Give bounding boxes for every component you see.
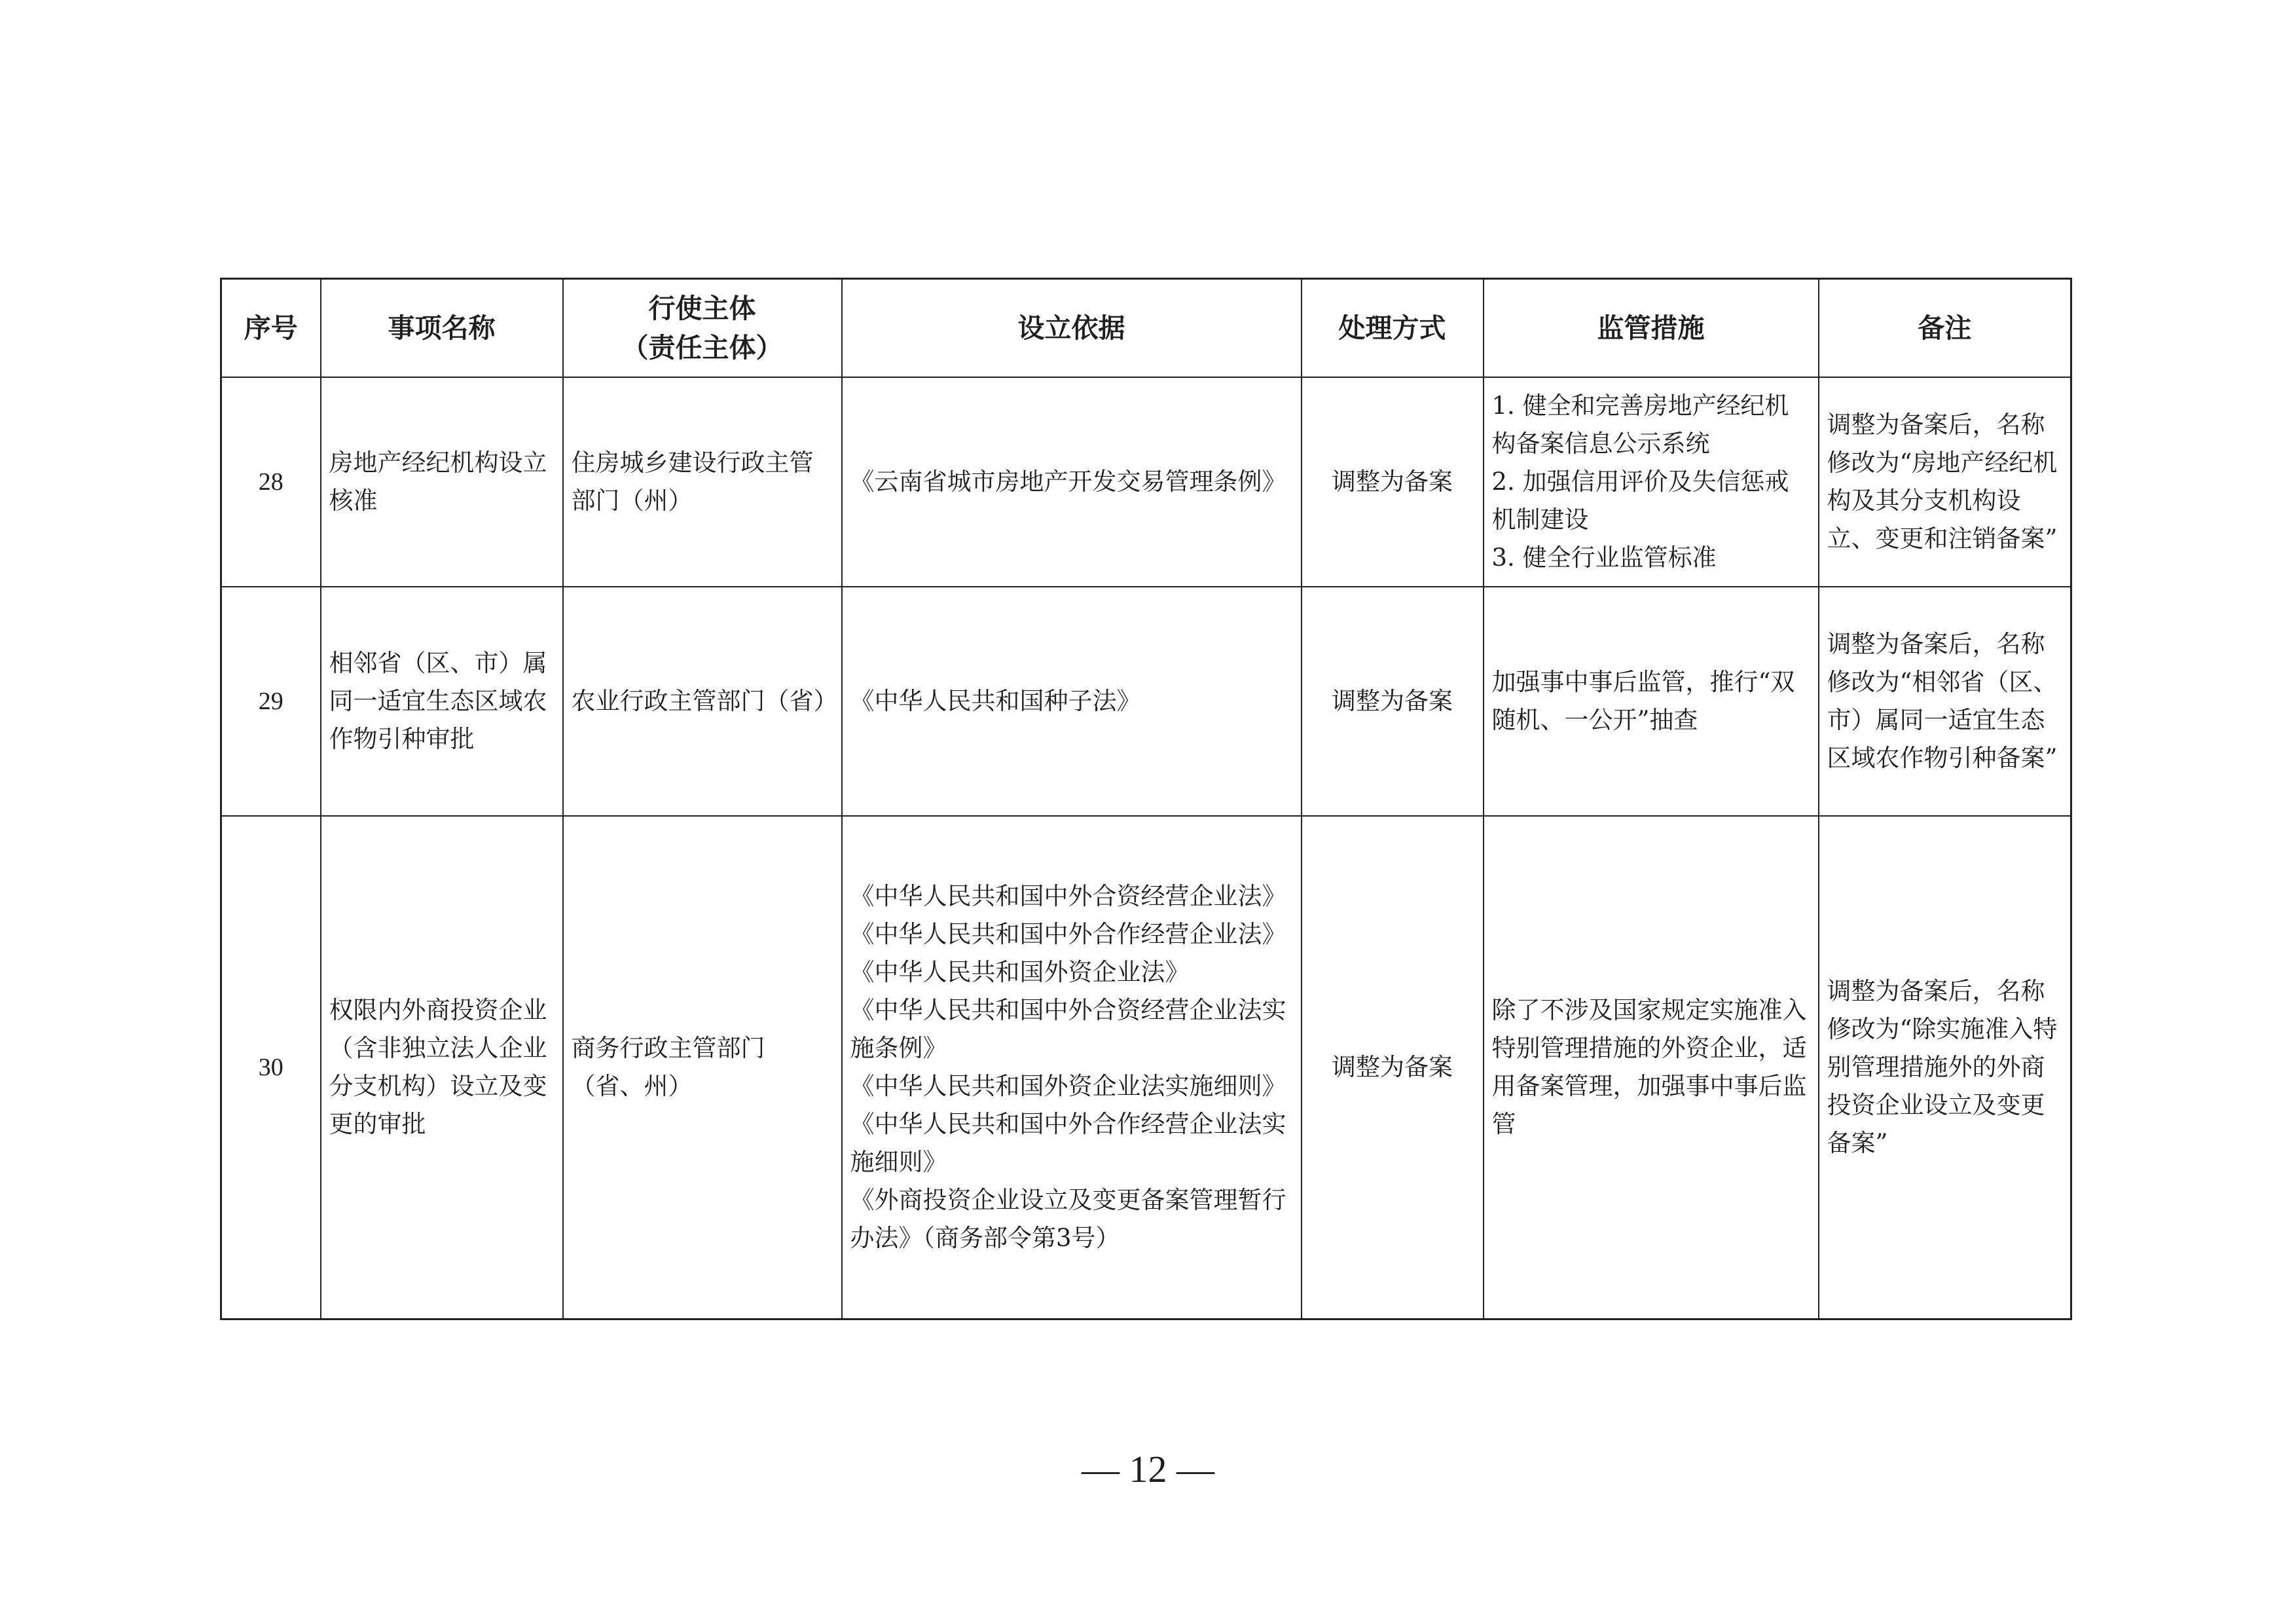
cell-measures (1484, 377, 1819, 587)
table-row (221, 816, 2071, 1320)
cell-basis (842, 816, 1302, 1320)
cell-actor: 住房城乡建设行政主管部门（州） (563, 377, 842, 587)
header-notes: 备注 (1819, 279, 2071, 378)
cell-basis (842, 377, 1302, 587)
cell-basis (842, 587, 1302, 816)
cell-actor: 农业行政主管部门（省） (563, 587, 842, 816)
cell-name: 权限内外商投资企业（含非独立法人企业分支机构）设立及变更的审批 (321, 816, 563, 1320)
cell-measures (1484, 587, 1819, 816)
table-row (221, 377, 2071, 587)
header-method: 处理方式 (1302, 279, 1484, 378)
header-name: 事项名称 (321, 279, 563, 378)
table-row (221, 587, 2071, 816)
cell-seq: 30 (221, 816, 321, 1320)
basis-line: 《云南省城市房地产开发交易管理条例》 (850, 468, 1286, 496)
header-actor-line2: （责任主体） (621, 332, 783, 363)
header-basis: 设立依据 (842, 279, 1302, 378)
policy-table (220, 278, 2072, 1320)
header-actor (563, 279, 842, 378)
cell-method: 调整为备案 (1302, 816, 1484, 1320)
cell-name: 房地产经纪机构设立核准 (321, 377, 563, 587)
cell-seq: 28 (221, 377, 321, 587)
basis-line: 《中华人民共和国中外合作经营企业法》 (850, 920, 1286, 948)
cell-method: 调整为备案 (1302, 377, 1484, 587)
basis-line: 《中华人民共和国中外合作经营企业法实施细则》 (850, 1110, 1286, 1176)
measure-line: 3. 健全行业监管标准 (1491, 544, 1717, 572)
basis-line: 《中华人民共和国外资企业法实施细则》 (850, 1072, 1286, 1100)
cell-measures (1484, 816, 1819, 1320)
measure-line: 2. 加强信用评价及失信惩戒机制建设 (1491, 468, 1789, 534)
header-measures: 监管措施 (1484, 279, 1819, 378)
measure-line: 除了不涉及国家规定实施准入特别管理措施的外资企业，适用备案管理，加强事中事后监管 (1491, 996, 1807, 1138)
basis-line: 《中华人民共和国外资企业法》 (850, 958, 1190, 986)
cell-actor: 商务行政主管部门（省、州） (563, 816, 842, 1320)
cell-seq: 29 (221, 587, 321, 816)
basis-line: 《外商投资企业设立及变更备案管理暂行办法》（商务部令第3号） (850, 1186, 1286, 1252)
basis-line: 《中华人民共和国种子法》 (850, 687, 1141, 715)
cell-notes: 调整为备案后，名称修改为“相邻省（区、市）属同一适宜生态区域农作物引种备案” (1819, 587, 2071, 816)
cell-method: 调整为备案 (1302, 587, 1484, 816)
measure-line: 1. 健全和完善房地产经纪机构备案信息公示系统 (1491, 392, 1789, 458)
page-number: — 12 — (1082, 1448, 1214, 1490)
measure-line: 加强事中事后监管，推行“双随机、一公开”抽查 (1491, 668, 1795, 734)
cell-notes: 调整为备案后，名称修改为“房地产经纪机构及其分支机构设立、变更和注销备案” (1819, 377, 2071, 587)
cell-notes: 调整为备案后，名称修改为“除实施准入特别管理措施外的外商投资企业设立及变更备案” (1819, 816, 2071, 1320)
basis-line: 《中华人民共和国中外合资经营企业法》 (850, 882, 1286, 910)
basis-line: 《中华人民共和国中外合资经营企业法实施条例》 (850, 996, 1286, 1062)
header-actor-line1: 行使主体 (648, 293, 756, 324)
table-header-row (221, 279, 2071, 378)
header-seq: 序号 (221, 279, 321, 378)
cell-name: 相邻省（区、市）属同一适宜生态区域农作物引种审批 (321, 587, 563, 816)
